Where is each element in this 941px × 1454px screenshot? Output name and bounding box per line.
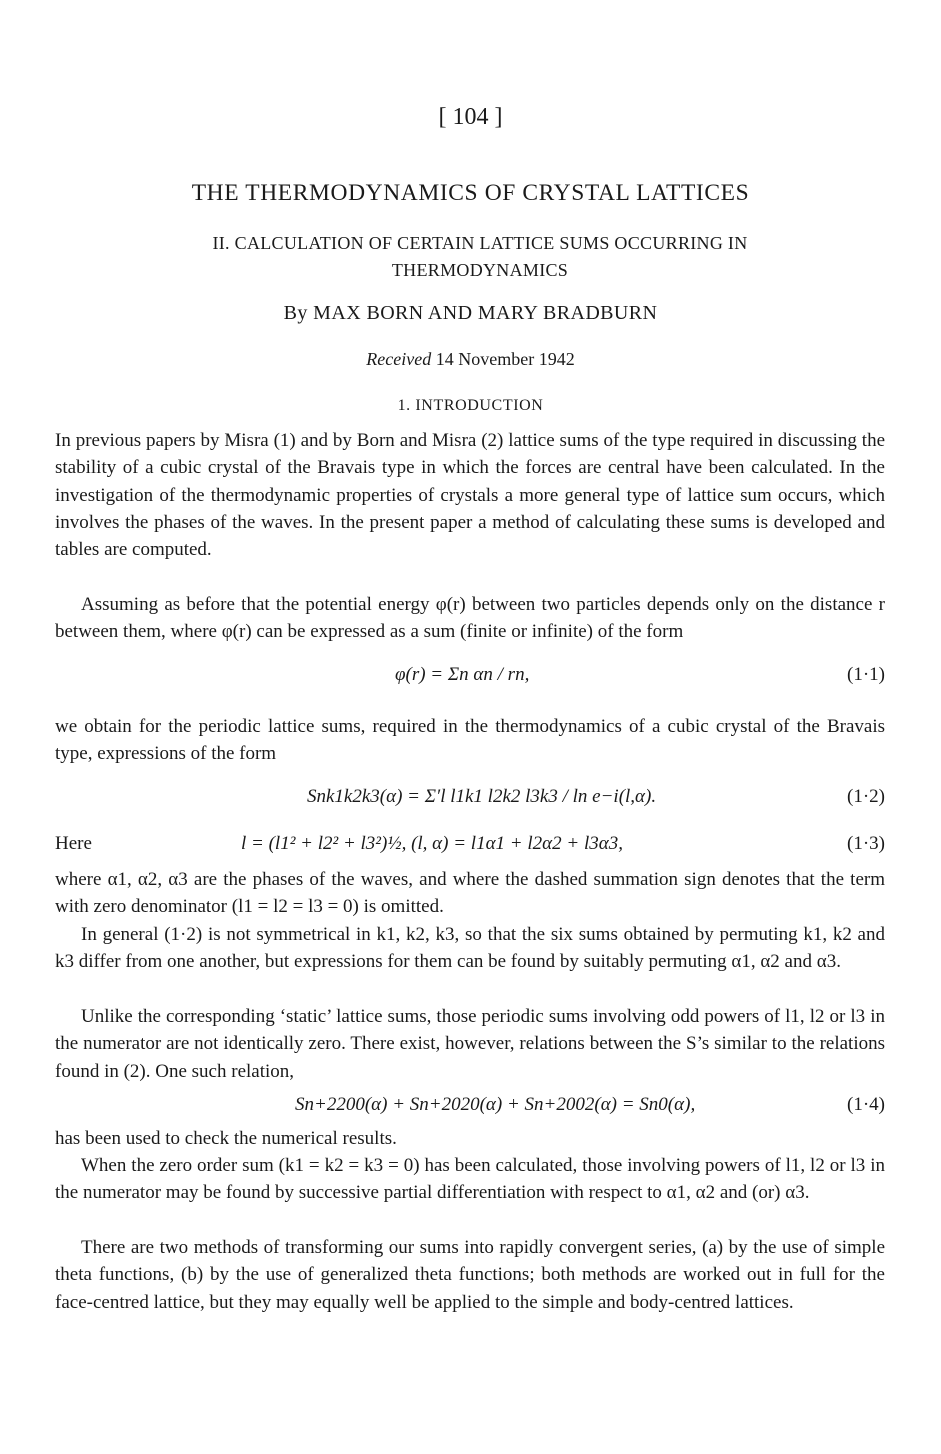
paragraph-intro: In previous papers by Misra (1) and by Born and Misra (2) lattice sums of the type required in discussing the stability of a cubic crystal of the Bravais type in which the forces are central have been calculated. In the investigation of the thermodynamic properties of crystals a more general type of lattice sum occurs, which involves the phases of the waves. In the present paper a method of calculating these sums is developed and tables are computed. bbox=[55, 430, 885, 561]
equation-1-4-number: (1·4) bbox=[847, 1094, 885, 1115]
paragraph-odd-powers: Unlike the corresponding ‘static’ lattice sums, those periodic sums involving odd powers of l1, l2 or l3 in the numerator are not identically zero. There exist, however, relations between the S’s similar to the relations found in (2). One such relation, bbox=[55, 1006, 885, 1082]
equation-1-1 bbox=[55, 664, 885, 704]
equation-1-2-body: Snk1k2k3(α) = Σ′l l1k1 l2k2 l3k3 / ln e−i(l,α). bbox=[307, 786, 657, 807]
page-number: [ 104 ] bbox=[438, 104, 503, 130]
authors: By MAX BORN AND MARY BRADBURN bbox=[283, 302, 658, 324]
paper-title: THE THERMODYNAMICS OF CRYSTAL LATTICES bbox=[191, 180, 750, 206]
equation-1-1-number: (1·1) bbox=[847, 664, 885, 685]
paragraph-symmetry: In general (1·2) is not symmetrical in k1, k2, k3, so that the six sums obtained by permuting k1, k2 and k3 differ from one another, but expressions for them can be found by suitably permuting α1, α2 and α3. bbox=[55, 924, 885, 973]
section-heading: 1. INTRODUCTION bbox=[397, 397, 544, 414]
paragraph-methods: There are two methods of transforming our sums into rapidly convergent series, (a) by the use of simple theta functions, (b) by the use of generalized theta functions; both methods are worked out in full for the face-centred lattice, but they may equally well be applied to the simple and body-centred lattices. bbox=[55, 1237, 885, 1313]
equation-1-3-body: l = (l1² + l2² + l3²)½, (l, α) = l1α1 + l2α2 + l3α3, bbox=[241, 833, 623, 854]
equation-1-3-number: (1·3) bbox=[847, 833, 885, 854]
equation-1-1-body: φ(r) = Σn αn / rn, bbox=[395, 664, 530, 685]
paragraph-phases: where α1, α2, α3 are the phases of the waves, and where the dashed summation sign denotes that the term with zero denominator (l1 = l2 = l3 = 0) is omitted. bbox=[55, 869, 885, 918]
paragraph-check: has been used to check the numerical results. bbox=[55, 1128, 397, 1149]
paragraph-zero-order: When the zero order sum (k1 = k2 = k3 = 0) has been calculated, those involving powers of l1, l2 or l3 in the numerator may be found by successive partial differentiation with respect to α1, α2 and (or) α3. bbox=[55, 1155, 885, 1204]
paragraph-lattice-sums: we obtain for the periodic lattice sums, required in the thermodynamics of a cubic crystal of the Bravais type, expressions of the form bbox=[55, 716, 885, 765]
equation-1-3-lead: Here bbox=[55, 833, 92, 854]
received-label: Received bbox=[366, 349, 432, 369]
received-date: 14 November 1942 bbox=[435, 349, 575, 369]
equation-1-2-number: (1·2) bbox=[847, 786, 885, 807]
equation-1-2 bbox=[55, 786, 885, 826]
received-line bbox=[0, 349, 941, 370]
paragraph-potential: Assuming as before that the potential energy φ(r) between two particles depends only on the distance r between them, where φ(r) can be expressed as a sum (finite or infinite) of the form bbox=[55, 594, 885, 643]
paper-subtitle: II. CALCULATION OF CERTAIN LATTICE SUMS OCCURRING IN THERMODYNAMICS bbox=[212, 233, 748, 280]
equation-1-4-body: Sn+2200(α) + Sn+2020(α) + Sn+2002(α) = Sn0(α), bbox=[295, 1094, 696, 1115]
